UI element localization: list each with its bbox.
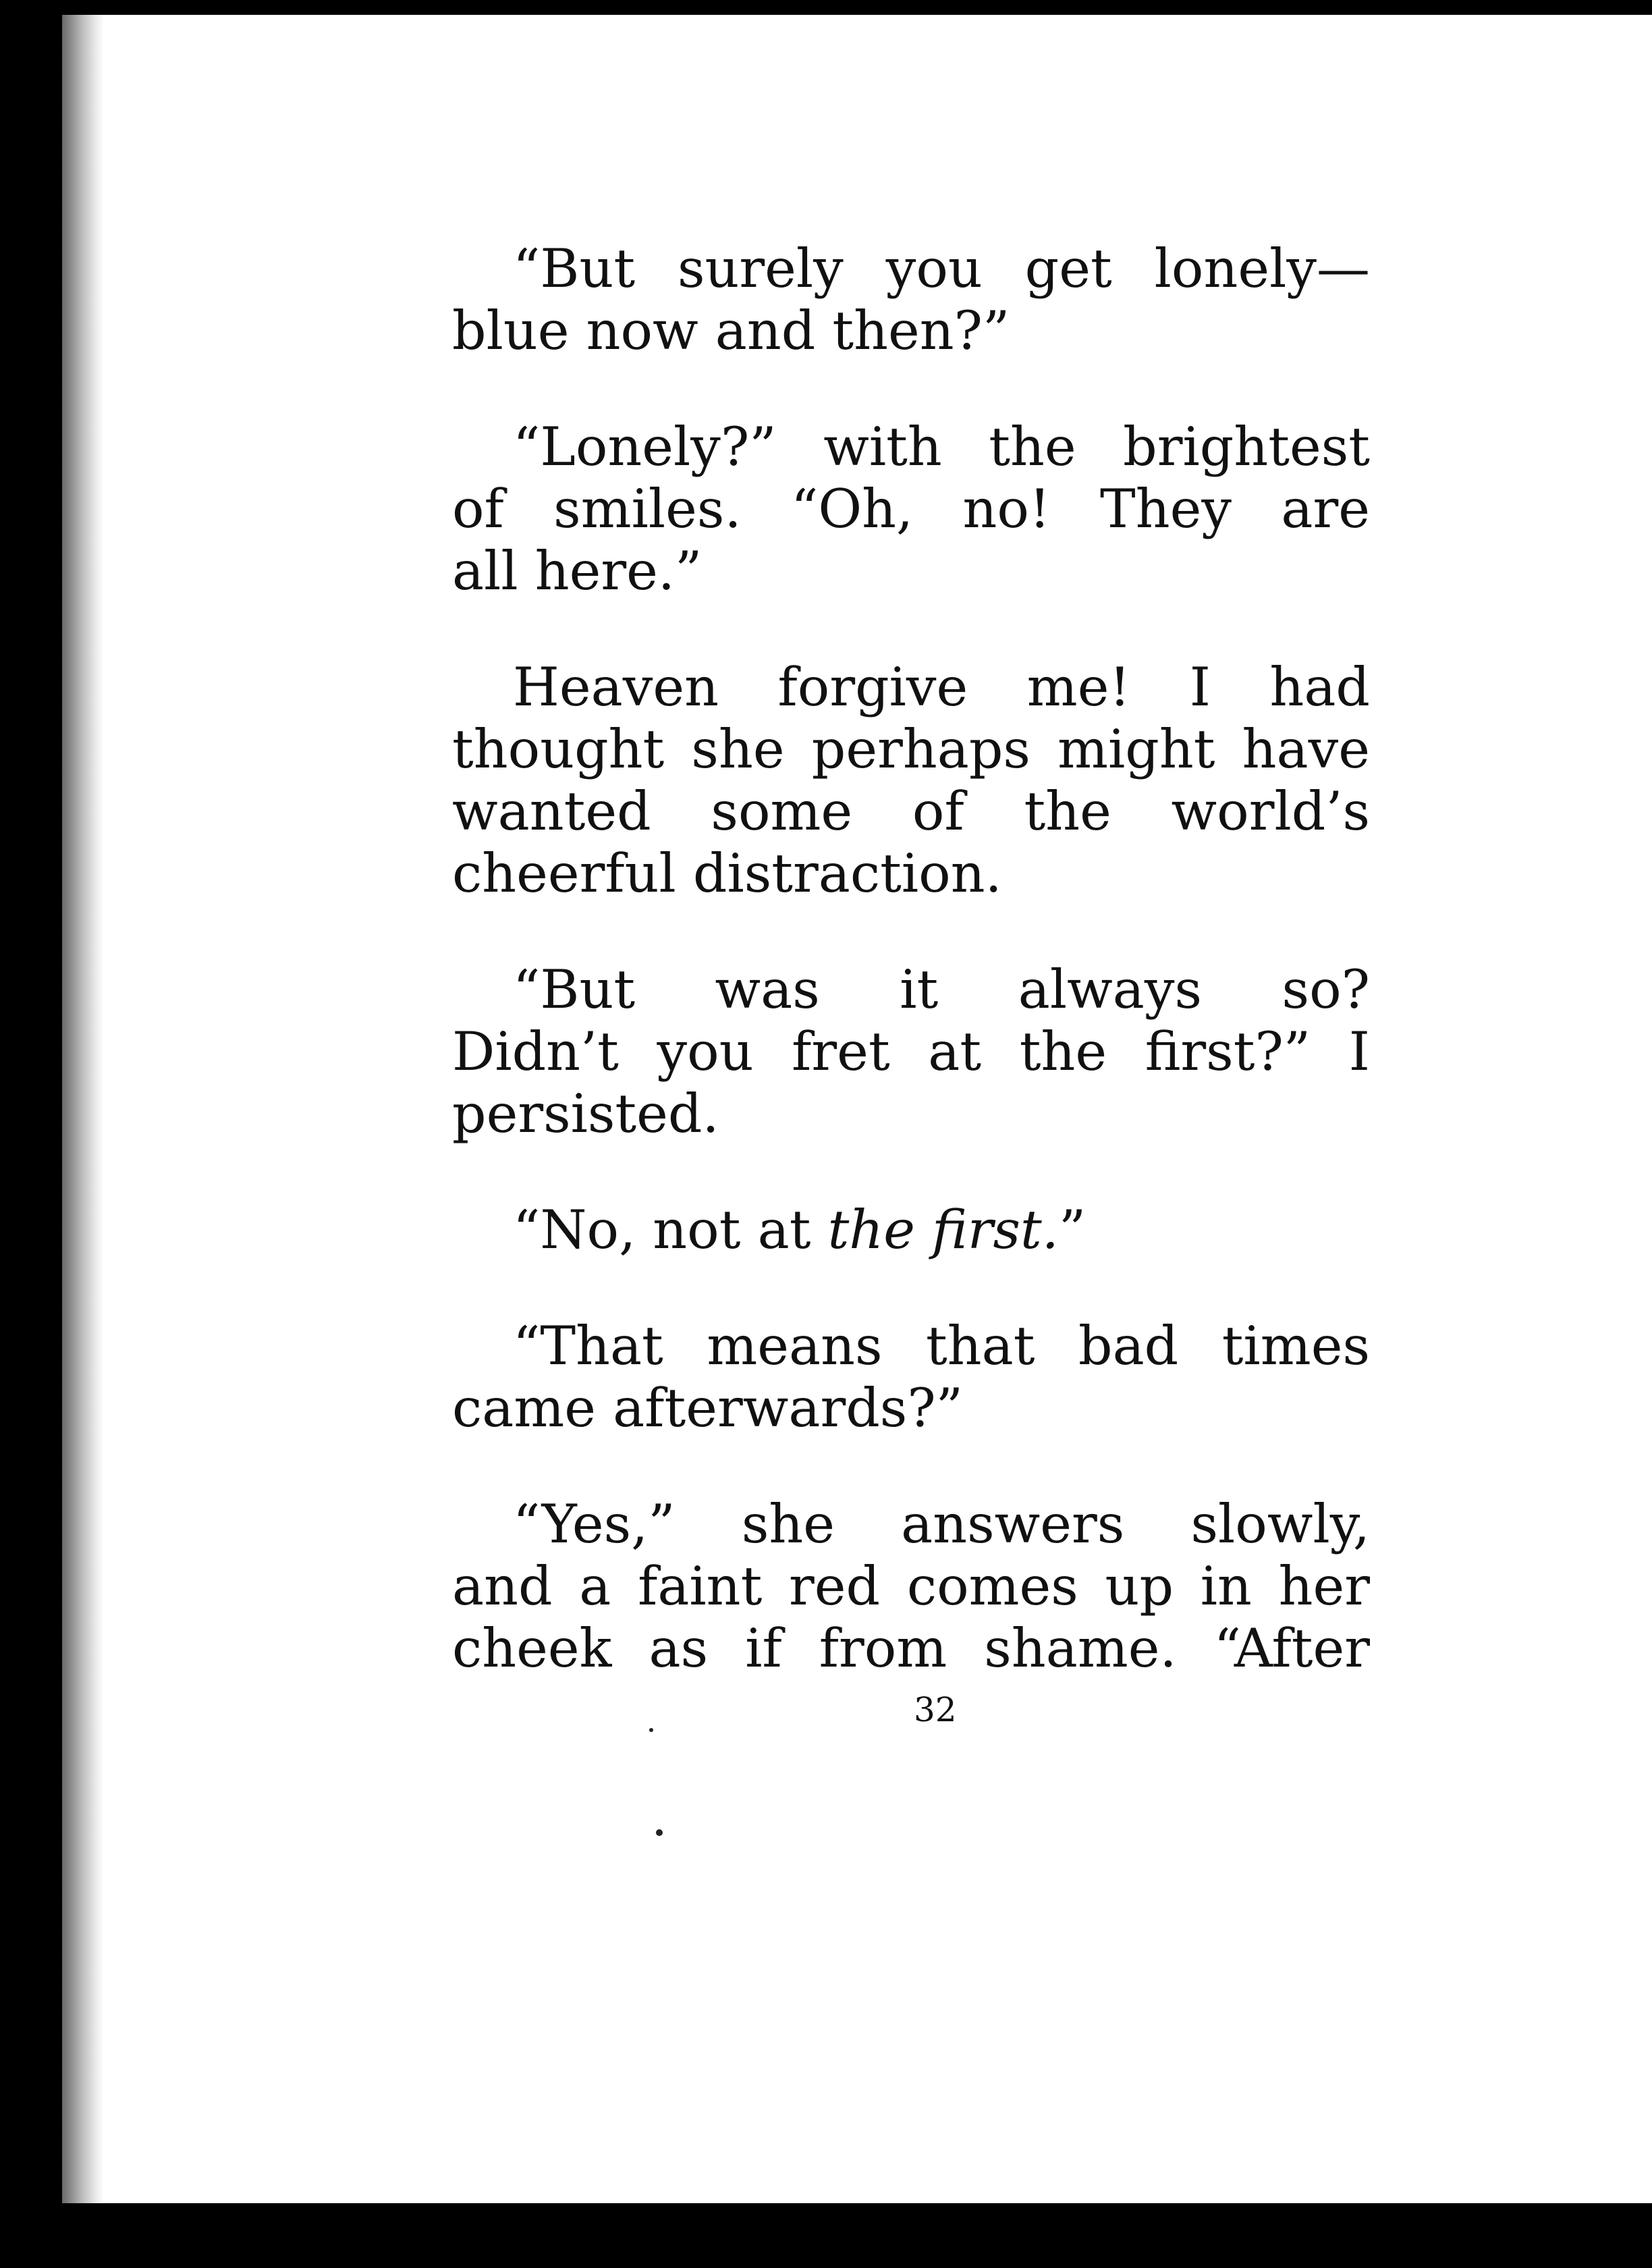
text-line: Heaven forgive me! I had [513, 656, 1370, 718]
text-line: “But surely you get lonely— [513, 238, 1370, 300]
scan-speck [649, 1728, 653, 1732]
book-page [62, 15, 1545, 2203]
text-line: and a faint red comes up in her [452, 1555, 1370, 1617]
text-line: cheek as if from shame. “After [452, 1617, 1370, 1679]
text-run: ” [1058, 1199, 1086, 1261]
text-line: blue now and then?” [452, 300, 1010, 362]
paragraph-6 [452, 1315, 1370, 1439]
body-text [452, 238, 1370, 1733]
page-number: 32 [914, 1690, 957, 1729]
paragraph-2 [452, 416, 1370, 602]
text-line: “Yes,” she answers slowly, [513, 1493, 1370, 1555]
italic-text: the first. [827, 1199, 1059, 1261]
paragraph-4 [452, 959, 1370, 1145]
paragraph-1 [452, 238, 1370, 362]
text-line: “Lonely?” with the brightest [513, 416, 1370, 478]
text-line: persisted. [452, 1083, 719, 1145]
text-run: “No, not at [513, 1199, 828, 1261]
text-line: thought she perhaps might have [452, 718, 1370, 780]
text-line: all here.” [452, 540, 703, 602]
paragraph-3 [452, 656, 1370, 905]
page-gutter-shadow [62, 15, 104, 2203]
scan-speck [656, 1829, 663, 1836]
scan-border [0, 2203, 1652, 2268]
text-line: came afterwards?” [452, 1377, 964, 1439]
text-line: of smiles. “Oh, no! They are [452, 478, 1370, 540]
text-line: cheerful distraction. [452, 842, 1002, 905]
text-line: Didn’t you fret at the first?” I [452, 1021, 1370, 1083]
text-line: wanted some of the world’s [452, 780, 1370, 842]
paragraph-5 [452, 1199, 1370, 1261]
text-line: “That means that bad times [513, 1315, 1370, 1377]
text-line: “But was it always so? [513, 959, 1370, 1021]
adjacent-page-edge [1545, 15, 1652, 2268]
paragraph-7 [452, 1493, 1370, 1679]
